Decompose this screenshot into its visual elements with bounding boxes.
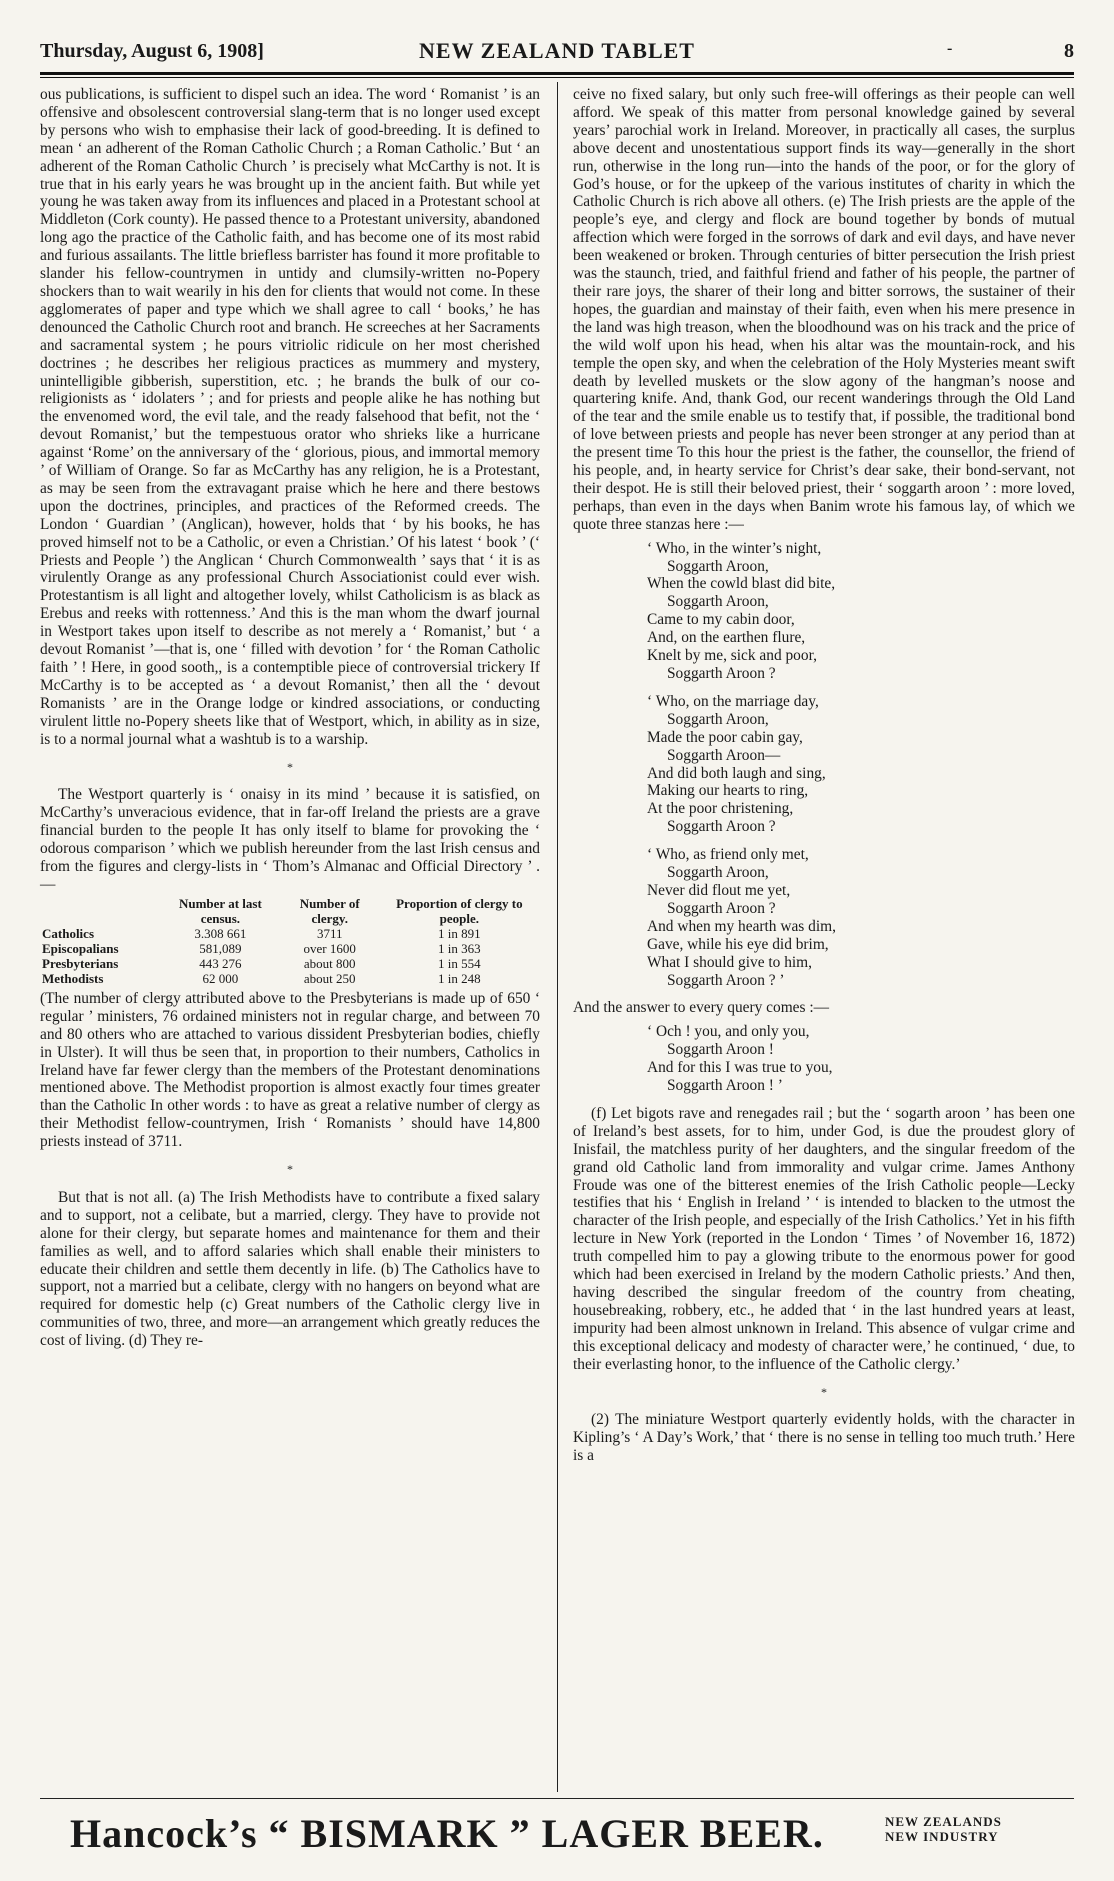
poem-line: At the poor christening, [647, 800, 794, 818]
poem-line: Making our hearts to ring, [647, 782, 809, 800]
header-rule-thick [40, 72, 1074, 75]
poem-stanza [647, 1023, 1075, 1095]
header-rule-thin [40, 77, 1074, 78]
table-cell: Presbyterians [42, 955, 119, 971]
table-cell: 443 276 [199, 955, 242, 971]
poem-line: Never did flout me yet, [647, 881, 791, 899]
clergy-statistics-table [40, 896, 540, 986]
poem-stanza [647, 693, 1075, 836]
table-header-cell: Number at last census. [178, 895, 262, 926]
right-paragraph-2: (f) Let bigots rave and renegades rail ; but the ‘ sogarth aroon ’ has been one of Ireland’s best assets, for to him, under God, is due the proudest glory of Inisfail, the matchless purity of her daughters, and the singular freedom of the grand old Catholic land from immorality and vulgar crime. James Anthony Froude was one of the bitterest enemies of the Irish Catholic people—Lecky testifies that his ‘ English in Ireland ’ ‘ is intended to blacken to the utmost the character of the Irish people, and especially of the Irish Catholics.’ Yet in his fifth lecture in New York (reported in the London ‘ Times ’ of November 16, 1872) truth compelled him to pay a glowing tribute to the enormous power for good which had been exercised in Ireland by the modern Catholic priests.’ And then, having described the singular freedom of the country from cheating, housebreaking, robbery, etc., he added that ‘ in the last hundred years at least, impurity had been almost unknown in Ireland. This absence of vulgar crime and this exceptional delicacy and modesty of character were,’ he continued, ‘ due, to their everlasting honor, to the influence of the Catholic clergy.’ [573, 1104, 1075, 1373]
poem-line: ‘ Och ! you, and only you, [647, 1023, 810, 1041]
advert-tagline-line: NEW ZEALANDS [885, 1814, 1002, 1829]
table-cell: 3711 [316, 925, 343, 941]
table-cell: 62 000 [202, 970, 239, 986]
table-cell: 1 in 248 [438, 970, 481, 986]
poem-line: What I should give to him, [647, 953, 812, 971]
footer-rule [40, 1798, 1074, 1799]
table-row [40, 926, 540, 941]
table-cell: Catholics [42, 925, 94, 941]
table-header-cell: Proportion of clergy to people. [396, 895, 523, 926]
left-paragraph-3: (The number of clergy attributed above to the Presbyterians is made up of 650 ‘ regular ’ ministers, 76 ordained ministers not in regular charge, and between 70 and 80 others who are attached to various dissident Presbyterian bodies, chiefly in Ulster). It will thus be seen that, in proportion to their numbers, Catholics in Ireland have far fewer clergy than the members of the Protestant denominations mentioned above. The Methodist proportion is almost exactly four times greater than the Catholic In other words : to have as great a relative number of clergy as their Methodist fellow-countrymen, Irish ‘ Romanists ’ should have 14,800 priests instead of 3711. [40, 989, 540, 1151]
newspaper-title: NEW ZEALAND TABLET [419, 38, 695, 63]
header-dash-mark: - [947, 40, 953, 57]
poem-refrain: Soggarth Aroon ? [667, 818, 776, 836]
poem-refrain: Soggarth Aroon ! [667, 1041, 774, 1059]
table-cell: Episcopalians [42, 940, 119, 956]
table-row [40, 971, 540, 986]
answer-stanza [647, 1023, 1075, 1095]
poem-refrain: Soggarth Aroon, [667, 557, 769, 575]
poem-refrain: Soggarth Aroon, [667, 593, 769, 611]
poem-refrain: Soggarth Aroon ? ’ [667, 971, 785, 989]
beer-advertisement [40, 1810, 1074, 1860]
table-header-cell [40, 896, 160, 926]
table-row [40, 941, 540, 956]
advert-headline: Hancock’s “ BISMARK ” LAGER BEER. [70, 1811, 824, 1856]
poem-line: ‘ Who, on the marriage day, [647, 692, 819, 710]
poem-refrain: Soggarth Aroon ? [667, 899, 776, 917]
answer-intro: And the answer to every query comes :— [573, 999, 830, 1017]
soggarth-aroon-poem [647, 540, 1075, 990]
table-cell: about 250 [303, 970, 356, 986]
poem-line: Knelt by me, sick and poor, [647, 647, 817, 665]
poem-line: Gave, while his eye did brim, [647, 935, 829, 953]
page-number: 8 [1064, 40, 1074, 62]
advert-tagline-line: NEW INDUSTRY [885, 1829, 999, 1844]
poem-line: And when my hearth was dim, [647, 917, 836, 935]
table-cell: 1 in 363 [438, 940, 481, 956]
poem-line: ‘ Who, in the winter’s night, [647, 539, 822, 557]
poem-stanza [647, 846, 1075, 989]
left-paragraph-1: ous publications, is sufficient to dispel such an idea. The word ‘ Romanist ’ is an offensive and obsolescent controversial slang-term that is no longer used except by persons who wish to emphasise their lack of good-breeding. It is defined to mean ‘ an adherent of the Roman Catholic Church ; a Roman Catholic.’ But ‘ an adherent of the Roman Catholic Church ’ is precisely what McCarthy is not. It is true that in his early years he was brought up in the ancient faith. But while yet young he was taken away from its influences and placed in a Protestant school at Middleton (Cork county). He passed thence to a Protestant university, abandoned long ago the practice of the Catholic faith, and has become one of its most rabid and furious assailants. The little briefless barrister has found it more profitable to slander his fellow-countrymen in untidy and clumsily-written no-Popery shockers than to wait wearily in his den for clients that would not come. In these agglomerates of paper and type which we shall agree to call ‘ books,’ he has denounced the Catholic Church root and branch. He screeches at her Sacraments and sacramental system ; he pours vitriolic ridicule on her most cherished doctrines ; he describes her religious practices as mummery and mystery, unintelligible gibberish, superstition, etc. ; he brands the bulk of our co-religionists as ‘ idolaters ’ ; and for priests and people alike he has nothing but the envenomed word, the evil tale, and the ready falsehood that befit, not the ‘ devout Romanist,’ but the tempestuous orator who shrieks like a hurricane against ‘Rome’ on the anniversary of the ‘ glorious, pious, and immortal memory ’ of William of Orange. So far as McCarthy has any religion, he is a Protestant, as may be seen from the extravagant praise which he here and there bestows upon the doctrines, principles, and practices of the Reformed creeds. The London ‘ Guardian ’ (Anglican), however, holds that ‘ by his books, he has proved himself not to be a Catholic, or even a Christian.’ Of his latest ‘ book ’ (‘ Priests and People ’) the Anglican ‘ Church Commonwealth ’ says that ‘ it is as virulently Orange as any professional Church Associationist could ever wish. Protestantism is all light and altogether lovely, whilst Catholicism is as black as Erebus and reeks with rottenness.’ And this is the man whom the dwarf journal in Westport takes upon itself to describe as not merely a ‘ Romanist,’ but ‘ a devout Romanist ’—that is, one ‘ filled with devotion ’ for ‘ the Roman Catholic faith ’ ! Here, in good sooth,, is a contemptible piece of controversial trickery If McCarthy is to be accepted as ‘ a devout Romanist,’ then all the ‘ devout Romanists ’ are in the Orange lodge or kindred associations, or conducting virulent little no-Popery sheets like that of Westport, which, in ability as in size, is to a normal journal what a washtub is to a warship. [40, 86, 540, 748]
left-paragraph-2: The Westport quarterly is ‘ onaisy in its mind ’ because it is satisfied, on McCarthy’s unveracious evidence, that in far-off Ireland the priests are a grave financial burden to the people It has only itself to blame for provoking the ‘ odorous comparison ’ which we publish hereunder from the last Irish census and from the figures and clergy-lists in ‘ Thom’s Almanac and Official Directory ’ .— [40, 786, 540, 893]
left-column [40, 86, 540, 1350]
poem-refrain: Soggarth Aroon ! ’ [667, 1077, 783, 1095]
page-header [40, 38, 1074, 68]
poem-refrain: Soggarth Aroon, [667, 710, 769, 728]
right-paragraph-1: ceive no fixed salary, but only such free-will offerings as their people can well afford. We speak of this matter from personal knowledge gained by several years’ parochial work in Ireland. Moreover, in practically all cases, the surplus above decent and unostentatious support finds its way—generally in the short run, otherwise in the long run—into the hands of the poor, or for the glory of God’s house, or for the upkeep of the various institutes of charity in which the Catholic Church is rich above all others. (e) The Irish priests are the apple of the people’s eye, and clergy and flock are bound together by bonds of mutual affection which were forged in the sorrows of dark and evil days, and have never been weakened or broken. Through centuries of bitter persecution the Irish priest was the staunch, tried, and faithful friend and father of his people, the partner of their rare joys, the sharer of their long and bitter sorrows, the sustainer of their hopes, the guardian and mainstay of their faith, even when his mere presence in the land was high treason, when the bloodhound was on his track and the price of the wild wolf upon his head, when his altar was the mountain-rock, and his temple the open sky, and when the celebration of the Holy Mysteries meant swift death by levelled muskets or the slow agony of the hangman’s noose and quartering knife. And, thank God, our recent wanderings through the Old Land of the tear and the smile enable us to testify that, if possible, the traditional bond of love between priests and people has never been stronger at any period than at the present time To this hour the priest is the father, the counsellor, the friend of his people, and, in hearty service for Christ’s dear sake, their bond-servant, not their despot. He is still their beloved priest, their ‘ soggarth aroon ’ : more loved, perhaps, than even in the days when Banim wrote his famous lay, of which we quote three stanzas here :— [573, 86, 1075, 533]
poem-line: And did both laugh and sing, [647, 764, 826, 782]
table-cell: 3.308 661 [194, 925, 247, 941]
table-row [40, 956, 540, 971]
poem-line: And for this I was true to you, [647, 1059, 833, 1077]
issue-date: Thursday, August 6, 1908] [40, 40, 264, 62]
section-star: * [287, 759, 293, 774]
table-cell: 1 in 554 [438, 955, 481, 971]
poem-line: And, on the earthen flure, [647, 629, 806, 647]
table-cell: about 800 [303, 955, 356, 971]
section-star: * [287, 1162, 293, 1177]
section-star: * [821, 1384, 827, 1399]
poem-refrain: Soggarth Aroon, [667, 864, 769, 882]
poem-stanza [647, 540, 1075, 683]
table-cell: 581,089 [199, 940, 242, 956]
table-cell: 1 in 891 [438, 925, 481, 941]
table-header-row [40, 896, 540, 926]
poem-line: When the cowld blast did bite, [647, 575, 836, 593]
right-paragraph-3: (2) The miniature Westport quarterly evidently holds, with the character in Kipling’s ‘ A Day’s Work,’ that ‘ there is no sense in telling too much truth.’ Here is a [573, 1411, 1075, 1465]
table-header-cell: Number of clergy. [299, 895, 360, 926]
poem-refrain: Soggarth Aroon ? [667, 665, 776, 682]
poem-refrain: Soggarth Aroon— [667, 746, 781, 764]
poem-line: ‘ Who, as friend only met, [647, 846, 809, 864]
left-paragraph-4: But that is not all. (a) The Irish Methodists have to contribute a fixed salary and to support, not a celibate, but a married, clergy. They have to provide not alone for their clergy, but separate homes and maintenance for them and their families as well, and to afford salaries which shall enable their ministers to educate their children and settle them decently in life. (b) The Catholics have to support, not a married but a celibate, clergy with no hangers on beyond what are required for domestic help (c) Great numbers of the Catholic clergy live in communities of two, three, and more—an arrangement which greatly reduces the cost of living. (d) They re- [40, 1188, 540, 1350]
right-column [573, 86, 1075, 1465]
column-divider [557, 82, 558, 1792]
table-cell: Methodists [42, 970, 104, 986]
advert-tagline [885, 1814, 1002, 1844]
table-cell: over 1600 [303, 940, 356, 956]
poem-line: Came to my cabin door, [647, 611, 795, 629]
poem-line: Made the poor cabin gay, [647, 728, 803, 746]
